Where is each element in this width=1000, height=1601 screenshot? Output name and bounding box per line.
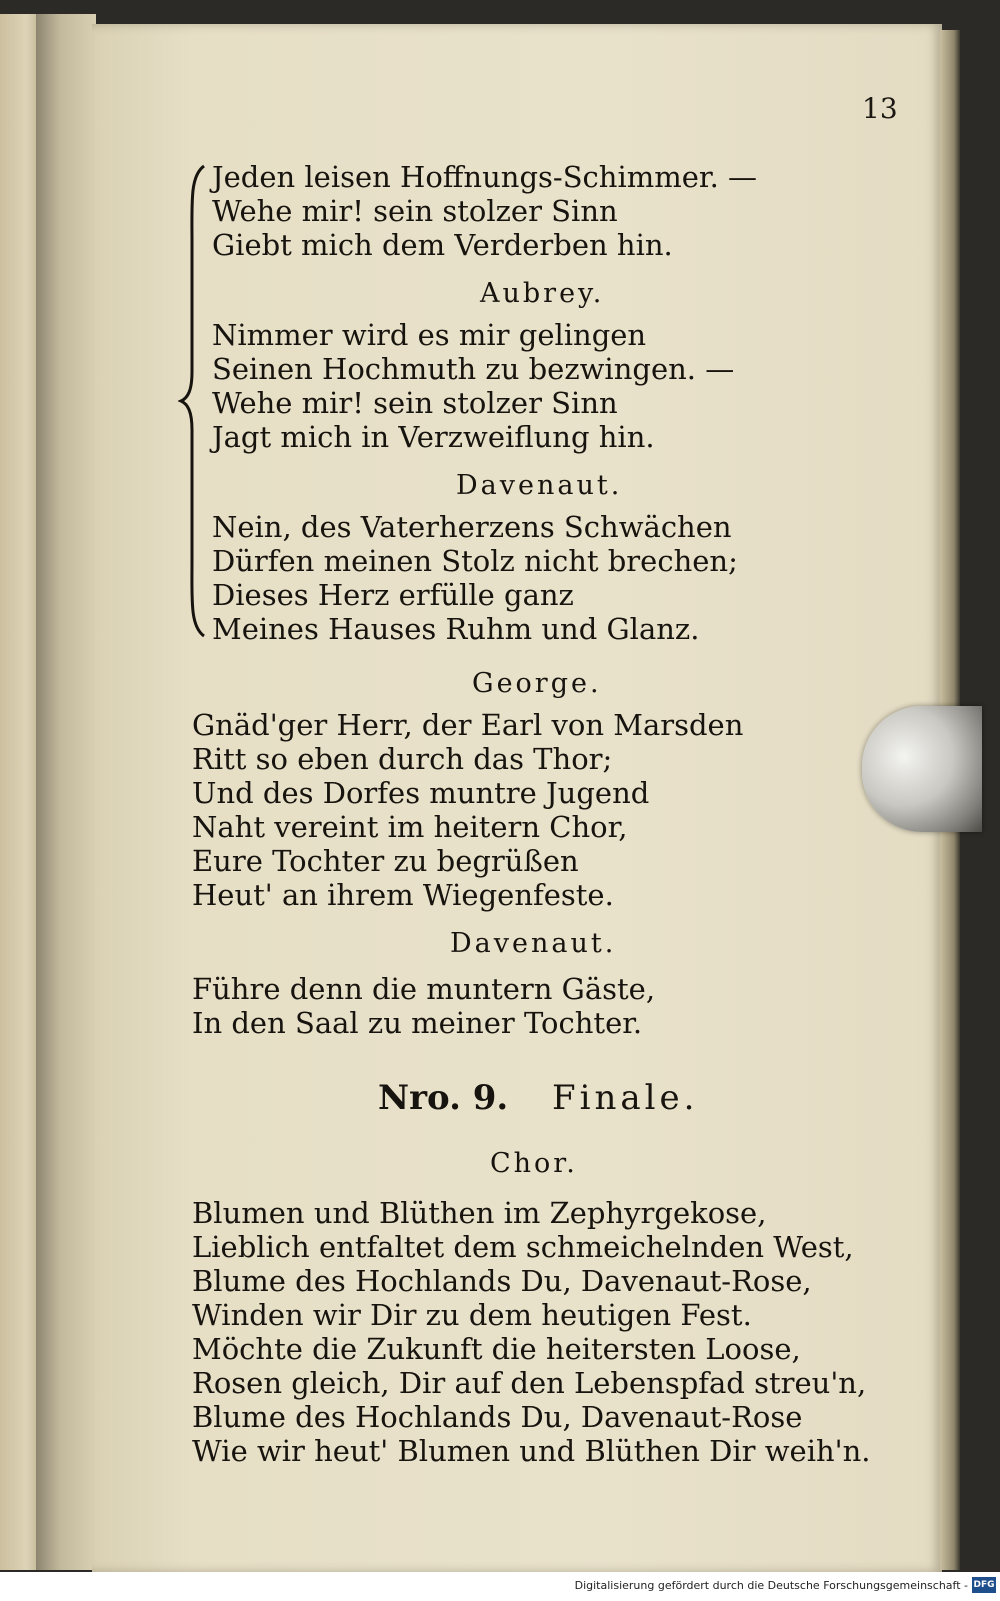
dfg-logo: DFG <box>972 1577 996 1593</box>
speaker-davenaut: Davenaut. <box>450 928 617 959</box>
speaker-aubrey: Aubrey. <box>480 278 605 309</box>
page-number: 13 <box>862 92 898 125</box>
verse-line: Giebt mich dem Verderben hin. <box>212 228 673 262</box>
speaker-davenaut: Davenaut. <box>456 470 623 501</box>
speaker-george: George. <box>472 668 602 699</box>
verse-line: Dieses Herz erfülle ganz <box>212 578 574 612</box>
verse-line: Jeden leisen Hoffnungs-Schimmer. — <box>212 160 758 194</box>
verse-line: Nimmer wird es mir gelingen <box>212 318 647 352</box>
footer-credit: Digitalisierung gefördert durch die Deutsche Forschungsgemeinschaft - <box>574 1579 968 1592</box>
verse-line: Wehe mir! sein stolzer Sinn <box>212 386 618 420</box>
verse-line: Ritt so eben durch das Thor; <box>192 742 613 776</box>
verse-line: Möchte die Zukunft die heitersten Loose, <box>192 1332 801 1366</box>
page-clip <box>862 706 982 832</box>
verse-line: Rosen gleich, Dir auf den Lebenspfad streu'n, <box>192 1366 867 1400</box>
verse-line: Blume des Hochlands Du, Davenaut-Rose, <box>192 1264 812 1298</box>
verse-line: Blumen und Blüthen im Zephyrgekose, <box>192 1196 767 1230</box>
verse-brace <box>178 162 208 640</box>
verse-line: In den Saal zu meiner Tochter. <box>192 1006 643 1040</box>
book-gutter <box>36 14 96 1570</box>
finale-heading: Finale. <box>552 1078 699 1118</box>
verse-line: Winden wir Dir zu dem heutigen Fest. <box>192 1298 752 1332</box>
verse-line: Gnäd'ger Herr, der Earl von Marsden <box>192 708 744 742</box>
verse-line: Naht vereint im heitern Chor, <box>192 810 628 844</box>
speaker-chor: Chor. <box>490 1148 578 1179</box>
verse-line: Nein, des Vaterherzens Schwächen <box>212 510 732 544</box>
verse-line: Heut' an ihrem Wiegenfeste. <box>192 878 614 912</box>
verse-line: Wie wir heut' Blumen und Blüthen Dir weih'n. <box>192 1434 871 1468</box>
verse-line: Blume des Hochlands Du, Davenaut-Rose <box>192 1400 803 1434</box>
verse-line: Wehe mir! sein stolzer Sinn <box>212 194 618 228</box>
verse-line: Eure Tochter zu begrüßen <box>192 844 579 878</box>
verse-line: Meines Hauses Ruhm und Glanz. <box>212 612 700 646</box>
verse-line: Und des Dorfes muntre Jugend <box>192 776 650 810</box>
number-heading: Nro. 9. <box>378 1078 509 1118</box>
verse-line: Führe denn die muntern Gäste, <box>192 972 656 1006</box>
verse-line: Seinen Hochmuth zu bezwingen. — <box>212 352 735 386</box>
verse-line: Dürfen meinen Stolz nicht brechen; <box>212 544 738 578</box>
verse-line: Lieblich entfaltet dem schmeichelnden West, <box>192 1230 854 1264</box>
verse-line: Jagt mich in Verzweiflung hin. <box>212 420 655 454</box>
